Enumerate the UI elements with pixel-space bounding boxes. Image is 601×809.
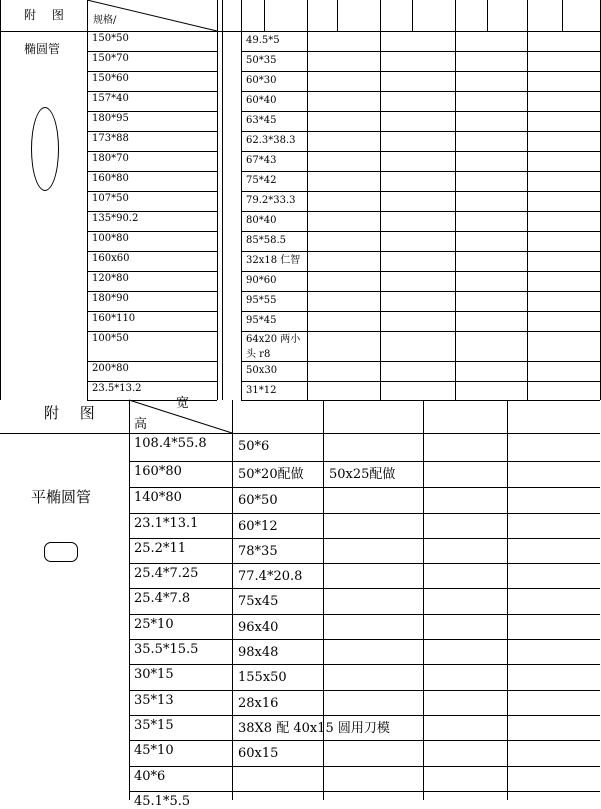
row-divider	[241, 171, 600, 172]
table-cell-b: 60x15	[238, 746, 279, 761]
row-divider	[129, 740, 600, 741]
row-divider	[129, 715, 600, 716]
table-cell-a: 35.5*15.5	[134, 642, 199, 657]
table-cell-a: 180*70	[92, 153, 129, 164]
row-divider	[241, 381, 600, 382]
table-cell-a: 135*90.2	[92, 213, 139, 224]
row-divider	[129, 513, 600, 514]
row-divider	[241, 191, 600, 192]
header-label: 附 图	[44, 404, 103, 422]
table-cell-a: 30*15	[134, 667, 174, 682]
row-divider	[241, 111, 600, 112]
table-cell-a: 35*15	[134, 718, 174, 733]
table-cell-a: 23.5*13.2	[92, 383, 142, 394]
table-cell-b: 50*20配做	[238, 467, 304, 482]
table-cell-a: 160x60	[92, 253, 130, 264]
row-divider	[87, 171, 217, 172]
row-divider	[241, 311, 600, 312]
table-cell-a: 23.1*13.1	[134, 516, 199, 531]
row-divider	[87, 361, 217, 362]
row-divider	[129, 690, 600, 691]
table-cell-b: 79.2*33.3	[246, 195, 296, 206]
table-cell-a: 25.4*7.8	[134, 591, 191, 606]
table-cell-b: 77.4*20.8	[238, 569, 303, 584]
table-cell-a: 160*80	[134, 464, 182, 479]
table-cell-a: 160*110	[92, 313, 136, 324]
table-cell-b: 50*35	[246, 55, 277, 66]
table-cell-c: 50x25配做	[329, 467, 396, 482]
table-cell-a: 25.4*7.25	[134, 566, 199, 581]
table-cell-b: 32x18 仁智	[246, 255, 301, 266]
row-divider	[87, 131, 217, 132]
table-cell-a: 120*80	[92, 273, 129, 284]
table-cell-b: 85*58.5	[246, 235, 286, 246]
table-cell-a: 150*50	[92, 33, 129, 44]
table-cell-b: 50x30	[246, 365, 278, 376]
table-cell-b: 64x20 两小头 r8	[246, 334, 301, 360]
row-divider	[129, 487, 600, 488]
table-cell-a: 25.2*11	[134, 541, 186, 556]
grid-vline	[307, 0, 308, 400]
row-divider	[87, 271, 217, 272]
grid-vline-header	[337, 0, 338, 31]
table-cell-b: 98x48	[238, 645, 279, 660]
row-divider	[87, 91, 217, 92]
row-divider	[129, 766, 600, 767]
table-cell-b: 50*6	[238, 439, 270, 454]
row-divider	[129, 563, 600, 564]
row-divider	[241, 231, 600, 232]
table-cell-a: 157*40	[92, 93, 129, 104]
row-divider	[241, 91, 600, 92]
row-divider	[87, 151, 217, 152]
grid-vline	[527, 0, 528, 400]
row-divider	[129, 639, 600, 640]
category-label: 平椭圆管	[31, 488, 92, 506]
table-cell-b: 28x16	[238, 696, 279, 711]
table-cell-b: 67*43	[246, 155, 277, 166]
table-cell-a: 35*13	[134, 693, 174, 708]
grid-vline-header	[487, 0, 488, 31]
table-cell-a: 150*60	[92, 73, 129, 84]
row-divider	[241, 211, 600, 212]
table-section-flat-ellipse	[0, 396, 600, 809]
table-cell-b: 38X8 配 40x15 圆用刀模	[238, 721, 390, 736]
row-divider	[87, 111, 217, 112]
row-divider	[129, 588, 600, 589]
rounded-rect-icon	[44, 542, 78, 562]
table-cell-a: 140*80	[134, 490, 182, 505]
row-divider	[129, 664, 600, 665]
header-divider	[0, 31, 600, 32]
row-divider	[241, 151, 600, 152]
table-cell-b: 78*35	[238, 544, 278, 559]
table-cell-b: 155x50	[238, 670, 287, 685]
table-cell-b: 80*40	[246, 215, 277, 226]
table-cell-a: 107*50	[92, 193, 129, 204]
table-cell-a: 45.1*5.5	[134, 794, 191, 809]
row-divider	[87, 211, 217, 212]
grid-vline	[380, 0, 381, 400]
row-divider	[241, 271, 600, 272]
grid-vline	[455, 0, 456, 400]
table-cell-b: 62.3*38.3	[246, 135, 296, 146]
row-divider	[87, 71, 217, 72]
table-cell-b: 75x45	[238, 594, 279, 609]
diag-header-text: 规格/	[93, 15, 117, 26]
table-cell-b: 95*45	[246, 315, 277, 326]
table-cell-a: 45*10	[134, 743, 174, 758]
table-cell-b: 60*50	[238, 493, 278, 508]
table-cell-b: 60*40	[246, 95, 277, 106]
table-cell-b: 75*42	[246, 175, 277, 186]
table-section-ellipse	[0, 0, 600, 400]
table-cell-b: 31*12	[246, 385, 277, 396]
ellipse-icon	[31, 107, 59, 191]
table-cell-b: 60*12	[238, 519, 278, 534]
row-divider	[241, 71, 600, 72]
grid-vline	[87, 0, 88, 400]
row-divider	[241, 51, 600, 52]
row-divider	[87, 291, 217, 292]
row-divider	[129, 538, 600, 539]
table-cell-a: 150*70	[92, 53, 129, 64]
grid-vline-header	[412, 0, 413, 31]
table-cell-b: 95*55	[246, 295, 277, 306]
row-divider	[87, 381, 217, 382]
table-cell-b: 90*60	[246, 275, 277, 286]
table-cell-b: 60*30	[246, 75, 277, 86]
row-divider	[241, 131, 600, 132]
category-label: 椭圆管	[24, 42, 61, 56]
table-cell-a: 200*80	[92, 363, 129, 374]
table-cell-b: 49.5*5	[246, 35, 280, 46]
table-cell-a: 180*90	[92, 293, 129, 304]
row-divider	[87, 311, 217, 312]
row-divider	[87, 51, 217, 52]
grid-vline-header	[562, 0, 563, 31]
table-cell-a: 25*10	[134, 617, 174, 632]
row-divider	[87, 231, 217, 232]
table-cell-a: 180*95	[92, 113, 129, 124]
row-divider	[241, 251, 600, 252]
row-divider	[129, 614, 600, 615]
table-cell-a: 40*6	[134, 769, 166, 784]
grid-vline	[0, 0, 1, 400]
table-cell-a: 100*50	[92, 333, 129, 344]
grid-vline-header	[264, 0, 265, 31]
grid-vline	[241, 0, 242, 400]
grid-vline	[222, 0, 223, 400]
table-cell-a: 173*88	[92, 133, 129, 144]
table-cell-a: 160*80	[92, 173, 129, 184]
header-divider	[0, 433, 600, 434]
table-cell-a: 100*80	[92, 233, 129, 244]
diag-header-top-text: 宽	[176, 396, 190, 411]
header-label: 附 图	[24, 8, 70, 22]
table-cell-b: 63*45	[246, 115, 277, 126]
row-divider	[129, 461, 600, 462]
row-divider	[87, 251, 217, 252]
row-divider	[87, 331, 217, 332]
row-divider	[87, 191, 217, 192]
row-divider	[241, 291, 600, 292]
table-cell-b: 96x40	[238, 620, 279, 635]
table-cell-a: 108.4*55.8	[134, 436, 207, 451]
diag-header-bottom-text: 高	[134, 417, 148, 432]
grid-vline	[217, 0, 218, 400]
row-divider	[129, 791, 600, 792]
